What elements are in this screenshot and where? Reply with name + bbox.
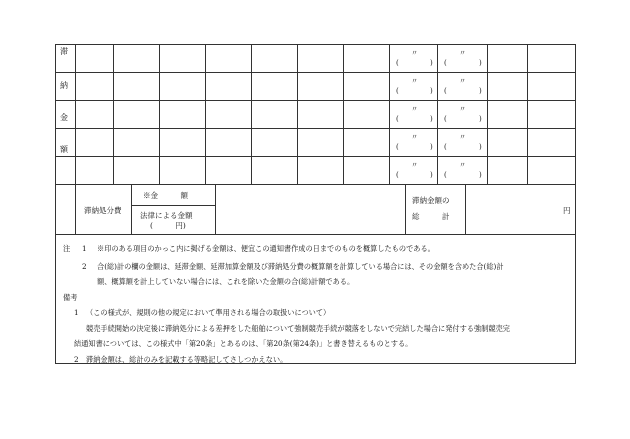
paren-open: ( (396, 87, 399, 95)
grid-line (251, 44, 252, 184)
section-line (405, 184, 406, 234)
ditto-mark: 〃 (459, 49, 466, 57)
section-line (55, 234, 576, 235)
paren-open: ( (396, 143, 399, 151)
paren-open: ( (444, 171, 447, 179)
vertical-label-char: 額 (60, 145, 68, 154)
paren-close: ) (479, 171, 482, 179)
note-number: 2 (82, 262, 87, 271)
ditto-mark: 〃 (411, 105, 418, 113)
ditto-mark: 〃 (459, 161, 466, 169)
disposal-fee-label: 滞納処分費 (84, 206, 122, 215)
grid-line (297, 44, 298, 184)
grid-line (55, 156, 576, 157)
grid-line (55, 184, 576, 185)
ditto-mark: 〃 (411, 77, 418, 85)
note-text: ※印のある項目のかっこ内に掲げる金額は、便宜この通知書作成の日までのものを概算したものである。 (97, 244, 435, 253)
grid-line (75, 44, 76, 184)
paren-open: ( (444, 59, 447, 67)
remark-text: 結通知書については、この様式中「第20条」とあるのは、「第20条(第24条)」と書き替えるものとする。 (74, 339, 413, 348)
paren-open: ( (444, 87, 447, 95)
paren-open: ( (396, 171, 399, 179)
paren-open: ( (396, 115, 399, 123)
statutory-amount-label: 法律による金額 (140, 211, 193, 220)
statutory-amount-unit: ( 円) (150, 221, 186, 230)
paren-close: ) (479, 115, 482, 123)
remark-text: （この様式が、規則の他の規定において準用される場合の取扱いについて） (86, 308, 331, 317)
section-line (215, 184, 216, 234)
grid-line (527, 44, 528, 184)
remark-number: 1 (74, 308, 79, 317)
grid-line (113, 44, 114, 184)
paren-close: ) (430, 59, 433, 67)
remark-text: 競売手続開始の決定後に滞納処分による差押をした船舶について強制競売手続が競落をしないで完結した場合に発付する強制競売完 (86, 324, 510, 333)
vertical-label-char: 滞 (60, 47, 68, 56)
note-text: 合(総)計の欄の金額は、延滞金額、延滞加算金額及び滞納処分費の概算額を計算している場合には、その金額を含めた合(総)計 (97, 262, 504, 271)
vertical-label-char: 納 (60, 81, 68, 90)
paren-close: ) (430, 115, 433, 123)
paren-open: ( (444, 143, 447, 151)
ditto-mark: 〃 (459, 77, 466, 85)
total-label-line2: 総 計 (412, 212, 450, 221)
paren-close: ) (430, 87, 433, 95)
section-line (75, 184, 76, 234)
note-text: 額、概算額を計上していない場合には、これを除いた金額の合(総)計額である。 (97, 277, 355, 286)
grid-line (389, 44, 390, 184)
paren-close: ) (479, 87, 482, 95)
remarks-heading: 備考 (63, 293, 78, 302)
ditto-mark: 〃 (411, 49, 418, 57)
total-label-line1: 滞納金額の (412, 196, 450, 205)
grid-line (487, 44, 488, 184)
remark-number: 2 (74, 355, 79, 364)
section-line (131, 184, 132, 234)
grid-line (55, 100, 576, 101)
ditto-mark: 〃 (411, 133, 418, 141)
paren-close: ) (479, 143, 482, 151)
yen-unit: 円 (563, 206, 571, 215)
vertical-label-char: 金 (60, 113, 68, 122)
note-heading: 注 (63, 244, 71, 253)
grid-line (55, 72, 576, 73)
grid-line (437, 44, 438, 184)
ditto-mark: 〃 (459, 133, 466, 141)
paren-open: ( (444, 115, 447, 123)
ditto-mark: 〃 (411, 161, 418, 169)
note-number: 1 (82, 244, 87, 253)
paren-close: ) (479, 59, 482, 67)
asterisk-amount-label: ※金 額 (143, 191, 188, 200)
paren-close: ) (430, 143, 433, 151)
section-line (131, 205, 215, 206)
section-line (465, 184, 466, 234)
paren-close: ) (430, 171, 433, 179)
grid-line (343, 44, 344, 184)
grid-line (55, 128, 576, 129)
remark-text: 滞納金額は、総計のみを記載する等略記してさしつかえない。 (86, 355, 288, 364)
grid-line (159, 44, 160, 184)
paren-open: ( (396, 59, 399, 67)
ditto-mark: 〃 (459, 105, 466, 113)
grid-line (205, 44, 206, 184)
